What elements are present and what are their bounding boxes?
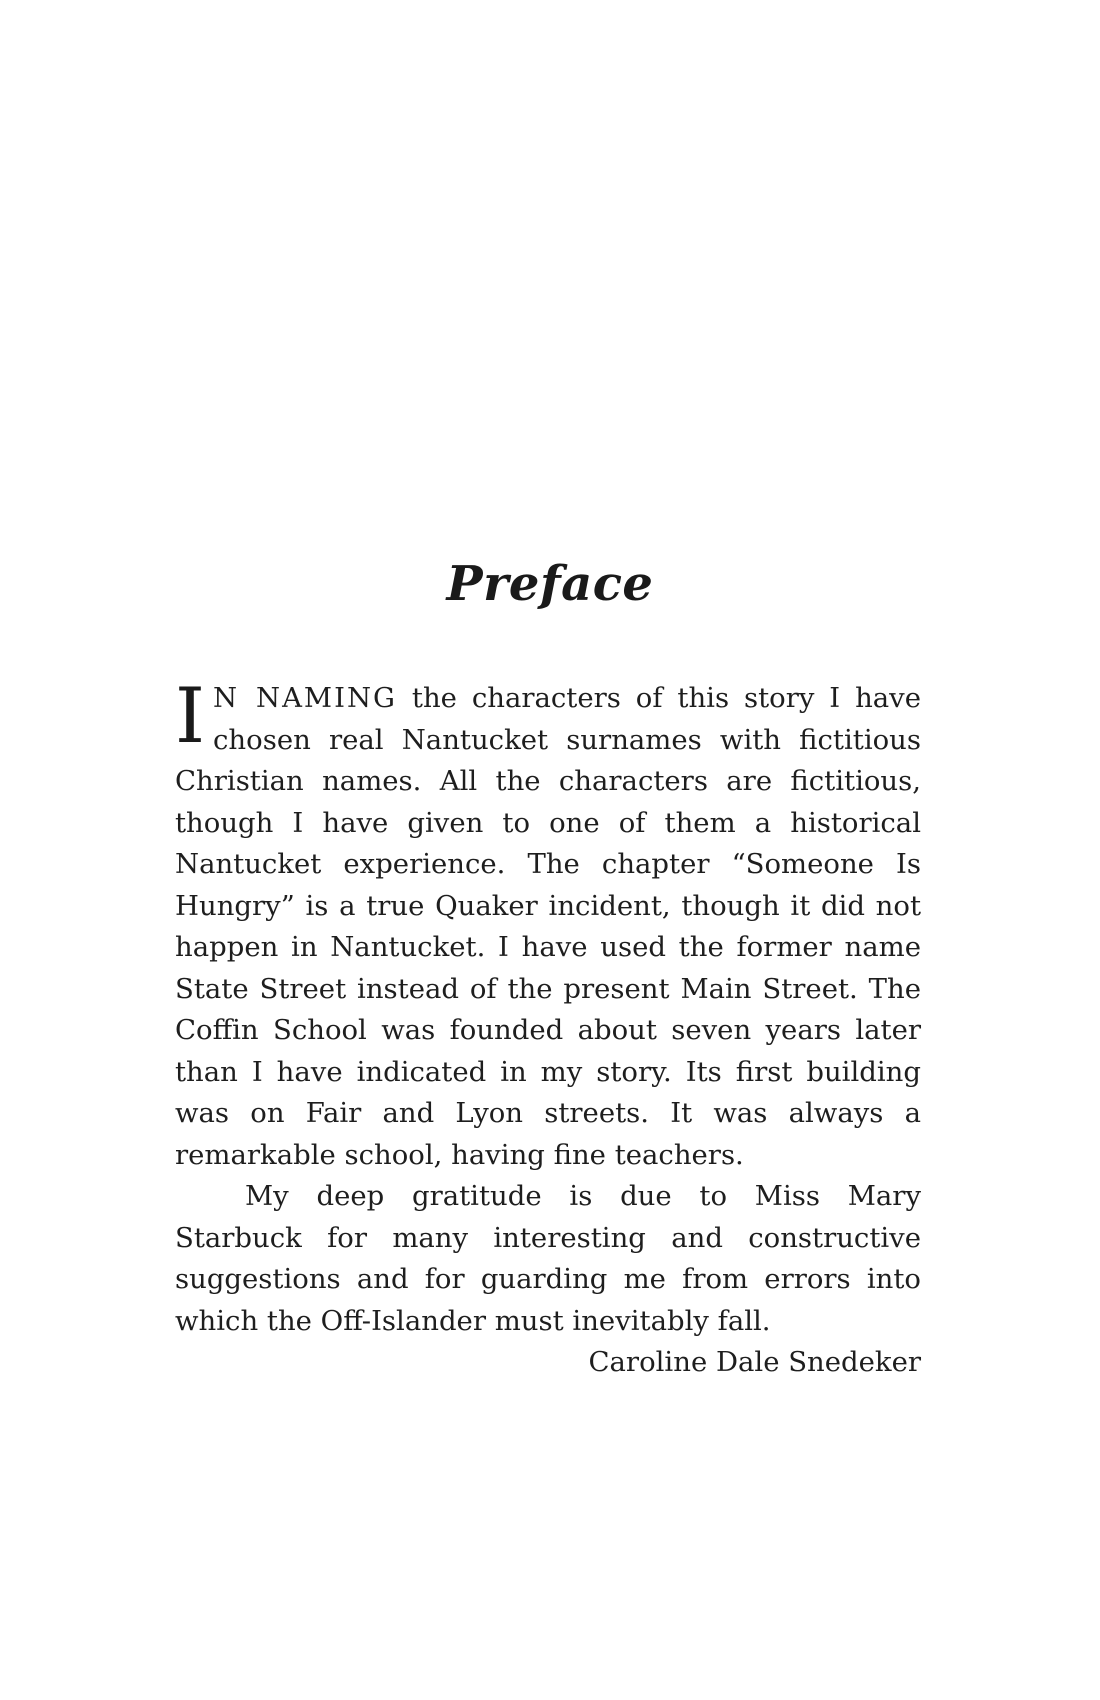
author-signature: Caroline Dale Snedeker bbox=[588, 1346, 921, 1378]
paragraph-1-text: the characters of this story I have chosen real Nantucket surnames with fictitious Christian names. All the characters are fictitious, though I have given to one of them a historical Nantucket experience. The chapter “Someone Is Hungry” is a true Quaker incident, though it did not happen in Nantucket. I have used the former name State Street instead of the present Main Street. The Coffin School was founded about seven years later than I have indicated in my story. Its first building was on Fair and Lyon streets. It was always a remarkable school, having fine teachers. bbox=[175, 682, 921, 1171]
drop-cap: I bbox=[175, 671, 206, 760]
lead-small-caps: N NAMING bbox=[213, 682, 397, 714]
page-title: Preface bbox=[446, 556, 654, 613]
preface-paragraph-1 bbox=[175, 671, 921, 1176]
preface-paragraph-2: My deep gratitude is due to Miss Mary Starbuck for many interesting and constructive suggestions and for guarding me from errors into which the Off-Islander must inevitably fall. bbox=[175, 1180, 921, 1337]
preface-body bbox=[175, 671, 921, 1384]
